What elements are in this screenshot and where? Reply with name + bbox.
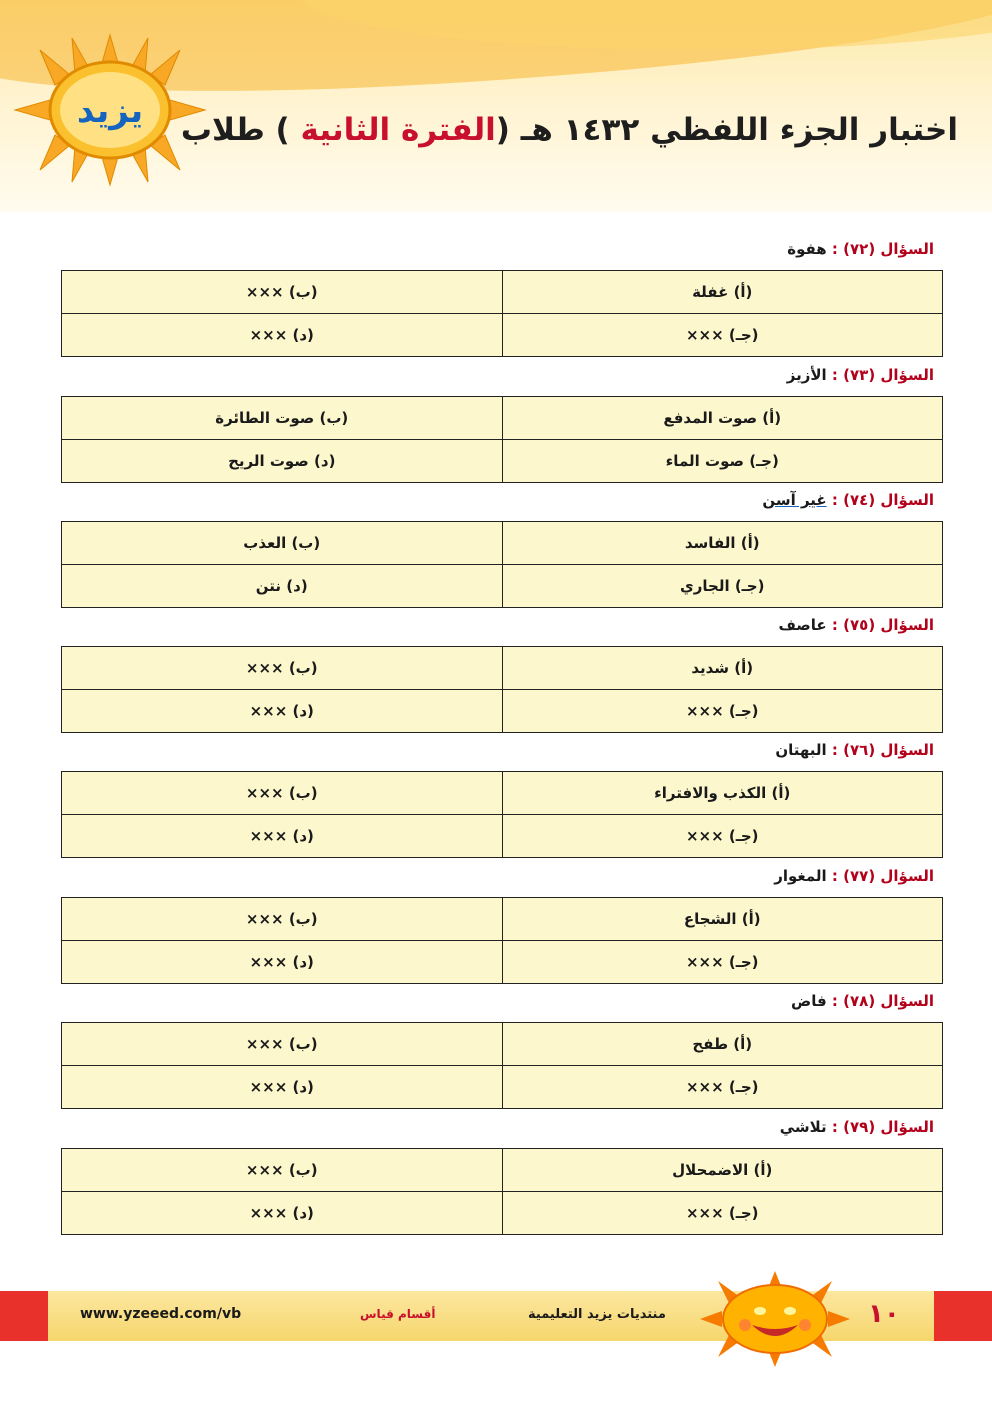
- footer-section-label: أقسام قياس: [360, 1307, 436, 1321]
- footer-url-link[interactable]: www.yzeeed.com/vb: [80, 1306, 242, 1322]
- option-a[interactable]: (أ) غفلة: [502, 271, 943, 314]
- option-b[interactable]: (ب) ×××: [62, 647, 503, 690]
- question-word: غير آسن: [762, 491, 827, 509]
- option-b[interactable]: (ب) العذب: [62, 522, 503, 565]
- title-part2: ) طلاب: [180, 112, 301, 148]
- option-b[interactable]: (ب) صوت الطائرة: [62, 397, 503, 440]
- question-label: السؤال (٧٩) : تلاشي: [779, 1118, 934, 1136]
- page-header: [0, 0, 992, 212]
- question-word: عاصف: [778, 616, 827, 634]
- question-word: البهتان: [775, 741, 827, 759]
- option-c[interactable]: (جـ) ×××: [502, 941, 943, 984]
- option-a[interactable]: (أ) طفح: [502, 1023, 943, 1066]
- logo-text: يزيد: [76, 91, 144, 131]
- option-c[interactable]: (جـ) الجاري: [502, 565, 943, 608]
- option-b[interactable]: (ب) ×××: [62, 1023, 503, 1066]
- sun-logo-icon: [10, 30, 210, 190]
- option-c[interactable]: (جـ) ×××: [502, 815, 943, 858]
- page-title: [181, 112, 958, 148]
- footer-forum-name: منتديات يزيد التعليمية: [528, 1307, 666, 1322]
- option-d[interactable]: (د) نتن: [62, 565, 503, 608]
- question-word: تلاشي: [779, 1118, 827, 1136]
- option-c[interactable]: (جـ) ×××: [502, 314, 943, 357]
- option-a[interactable]: (أ) الاضمحلال: [502, 1149, 943, 1192]
- smiling-sun-icon: [690, 1269, 860, 1369]
- options-table: [61, 1022, 943, 1109]
- option-b[interactable]: (ب) ×××: [62, 271, 503, 314]
- question-word: هفوة: [787, 240, 827, 258]
- footer-accent-right: [934, 1291, 992, 1341]
- question-label: السؤال (٧٧) : المغوار: [774, 867, 934, 885]
- question-label: السؤال (٧٦) : البهتان: [775, 741, 934, 759]
- option-d[interactable]: (د) ×××: [62, 1066, 503, 1109]
- options-table: [61, 396, 943, 483]
- options-table: [61, 270, 943, 357]
- option-c[interactable]: (جـ) صوت الماء: [502, 440, 943, 483]
- options-table: [61, 771, 943, 858]
- option-a[interactable]: (أ) صوت المدفع: [502, 397, 943, 440]
- question-label: السؤال (٧٢) : هفوة: [787, 240, 934, 258]
- options-table: [61, 521, 943, 608]
- option-d[interactable]: (د) ×××: [62, 314, 503, 357]
- option-d[interactable]: (د) ×××: [62, 941, 503, 984]
- option-a[interactable]: (أ) شديد: [502, 647, 943, 690]
- title-part1: اختبار الجزء اللفظي ١٤٣٢ هـ (: [495, 112, 958, 148]
- question-word: فاض: [791, 992, 827, 1010]
- option-a[interactable]: (أ) الشجاع: [502, 898, 943, 941]
- question-word: المغوار: [774, 867, 827, 885]
- option-a[interactable]: (أ) الفاسد: [502, 522, 943, 565]
- options-table: [61, 1148, 943, 1235]
- question-label: السؤال (٧٤) : غير آسن: [762, 491, 934, 509]
- option-d[interactable]: (د) ×××: [62, 690, 503, 733]
- option-d[interactable]: (د) ×××: [62, 815, 503, 858]
- question-label: السؤال (٧٣) : الأزيز: [786, 366, 934, 384]
- option-d[interactable]: (د) ×××: [62, 1192, 503, 1235]
- option-c[interactable]: (جـ) ×××: [502, 1192, 943, 1235]
- page-footer: [0, 1291, 992, 1341]
- option-c[interactable]: (جـ) ×××: [502, 690, 943, 733]
- options-table: [61, 646, 943, 733]
- title-highlight: الفترة الثانية: [300, 112, 496, 148]
- options-table: [61, 897, 943, 984]
- option-c[interactable]: (جـ) ×××: [502, 1066, 943, 1109]
- option-b[interactable]: (ب) ×××: [62, 898, 503, 941]
- option-b[interactable]: (ب) ×××: [62, 772, 503, 815]
- option-b[interactable]: (ب) ×××: [62, 1149, 503, 1192]
- question-label: السؤال (٧٨) : فاض: [791, 992, 934, 1010]
- question-word: الأزيز: [786, 366, 827, 384]
- option-a[interactable]: (أ) الكذب والافتراء: [502, 772, 943, 815]
- page-number: ١٠: [868, 1299, 900, 1329]
- footer-accent-left: [0, 1291, 48, 1341]
- option-d[interactable]: (د) صوت الريح: [62, 440, 503, 483]
- question-label: السؤال (٧٥) : عاصف: [778, 616, 934, 634]
